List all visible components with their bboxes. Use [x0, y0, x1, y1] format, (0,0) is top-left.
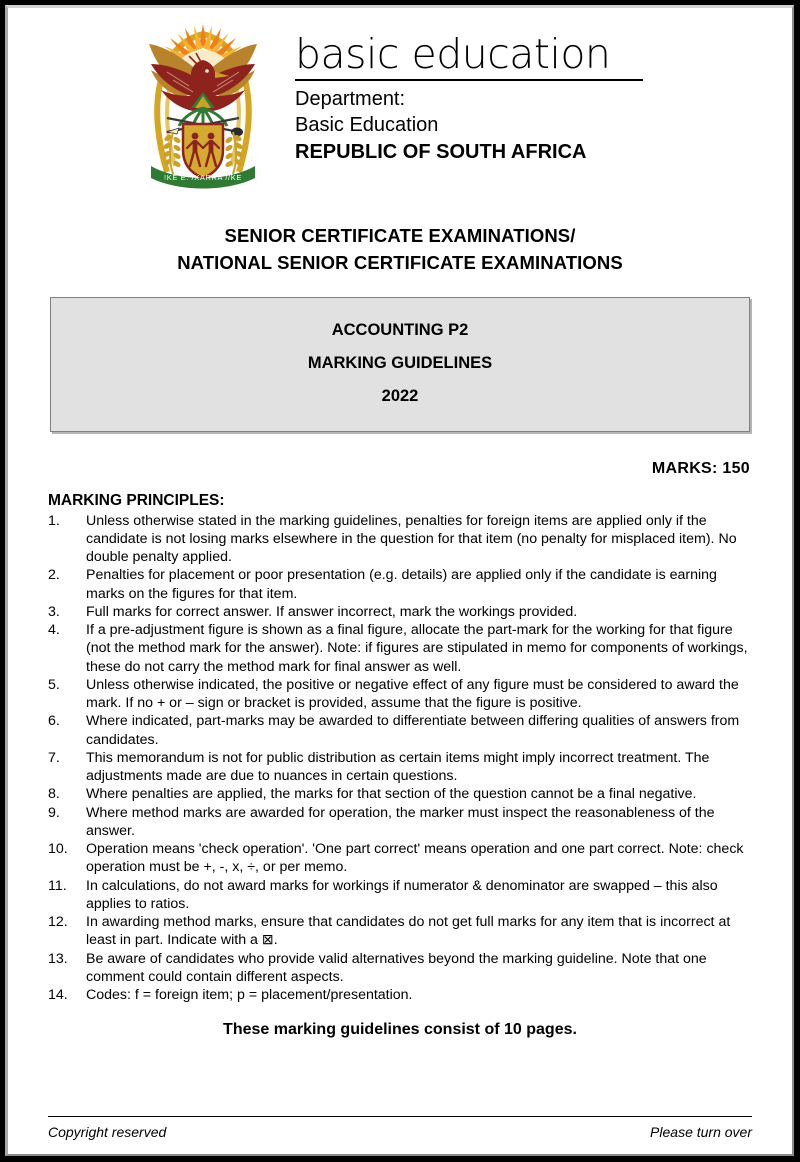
- logo-text-block: [295, 20, 643, 165]
- list-item-text: Where penalties are applied, the marks for that section of the question cannot be a final negative.: [86, 786, 697, 803]
- list-item-text: Operation means 'check operation'. 'One part correct' means operation and one part correct. Note: check operation must be +, -, x, ÷, or per memo.: [86, 841, 744, 876]
- exam-title: [8, 223, 792, 277]
- list-item: [48, 676, 754, 713]
- list-item-text: This memorandum is not for public distribution as certain items might imply incorrect treatment. The adjustments made are due to nuances in certain questions.: [86, 749, 710, 785]
- exam-year: 2022: [381, 386, 419, 405]
- list-item-text: Codes: f = foreign item; p = placement/presentation.: [86, 987, 413, 1004]
- list-item: [48, 603, 754, 621]
- document-page: [8, 8, 792, 1154]
- list-item: [48, 804, 754, 841]
- exam-title-line2: NATIONAL SENIOR CERTIFICATE EXAMINATIONS: [177, 251, 623, 273]
- list-item-text: If a pre-adjustment figure is shown as a final figure, allocate the part-mark for the working for that figure (not the method mark for the answer). Note: if figures are stipulated in memo for components of workings, these do not carry the method mark for final answer as well.: [86, 622, 748, 675]
- list-item-text: Unless otherwise indicated, the positive or negative effect of any figure must be considered to award the mark. If no + or – sign or bracket is provided, assume that the figure is positive.: [86, 676, 739, 712]
- list-item-number: 5.: [48, 676, 60, 693]
- list-item-text: Where method marks are awarded for operation, the marker must inspect the reasonableness of the answer.: [86, 804, 715, 839]
- footer-divider: [48, 1116, 752, 1117]
- logo-department-label: Department:: [295, 87, 406, 110]
- list-item: [48, 840, 754, 877]
- subject-name: ACCOUNTING P2: [331, 320, 469, 339]
- list-item-number: 1.: [48, 512, 60, 529]
- logo-subtitle-block: [295, 86, 643, 165]
- list-item-text: Penalties for placement or poor presentation (e.g. details) are applied only if the candidate is earning marks on the figures for that item.: [86, 567, 717, 602]
- list-item: [48, 712, 754, 749]
- document-type: MARKING GUIDELINES: [307, 353, 493, 372]
- list-item-number: 4.: [48, 622, 60, 639]
- list-item: [48, 785, 754, 803]
- list-item-text: In calculations, do not award marks for workings if numerator & denominator are swapped – this also applies to ratios.: [86, 877, 718, 912]
- copyright-notice: Copyright reserved: [48, 1124, 167, 1140]
- list-item-text: In awarding method marks, ensure that candidates do not get full marks for any item that is incorrect at least in part. Indicate with a ⊠.: [86, 914, 731, 949]
- page-bevel: [5, 5, 794, 1156]
- marking-principles-heading: MARKING PRINCIPLES:: [48, 491, 225, 509]
- subject-title-box: [50, 297, 750, 432]
- marking-principles-list: [48, 512, 754, 1005]
- list-item-text: Full marks for correct answer. If answer incorrect, mark the workings provided.: [86, 603, 578, 620]
- list-item: [48, 749, 754, 786]
- coat-of-arms-icon: [133, 20, 273, 192]
- emblem-motto-text: !KE E: /XARRA //KE: [164, 173, 242, 182]
- list-item-text: Unless otherwise stated in the marking guidelines, penalties for foreign items are applied only if the candidate is not losing marks elsewhere in the question for that item (no penalty for misplaced item). No double penalty applied.: [86, 512, 737, 566]
- list-item-number: 2.: [48, 567, 60, 584]
- total-marks: MARKS: 150: [651, 459, 750, 477]
- list-item-number: 10.: [48, 841, 68, 858]
- list-item: [48, 566, 754, 603]
- list-item-number: 7.: [48, 749, 60, 766]
- coat-of-arms-emblem: [133, 20, 273, 197]
- list-item-number: 13.: [48, 950, 68, 967]
- list-item-number: 9.: [48, 804, 60, 821]
- page-count-note: These marking guidelines consist of 10 pages.: [223, 1021, 577, 1039]
- list-item: [48, 986, 754, 1004]
- exam-title-line1: SENIOR CERTIFICATE EXAMINATIONS/: [224, 225, 576, 246]
- logo-underline: [295, 79, 643, 81]
- list-item: [48, 950, 754, 987]
- list-item-text: Where indicated, part-marks may be awarded to differentiate between differing qualities of answers from candidates.: [86, 713, 740, 748]
- document-footer: [48, 1116, 752, 1140]
- turn-over-notice: Please turn over: [650, 1124, 752, 1140]
- list-item: [48, 877, 754, 914]
- list-item: [48, 913, 754, 950]
- list-item-number: 11.: [48, 877, 67, 894]
- list-item-number: 12.: [48, 914, 68, 931]
- list-item-number: 6.: [48, 713, 60, 730]
- logo-department-name: Basic Education: [295, 114, 439, 137]
- list-item-number: 8.: [48, 786, 60, 803]
- list-item: [48, 512, 754, 567]
- list-item-text: Be aware of candidates who provide valid alternatives beyond the marking guideline. Note that one comment could contain different aspects.: [86, 950, 707, 985]
- list-item: [48, 621, 754, 676]
- list-item-number: 3.: [48, 603, 60, 620]
- logo-country: REPUBLIC OF SOUTH AFRICA: [295, 140, 587, 163]
- document-header: [8, 8, 792, 197]
- logo-main-title: basic education: [295, 30, 611, 78]
- list-item-number: 14.: [48, 987, 68, 1004]
